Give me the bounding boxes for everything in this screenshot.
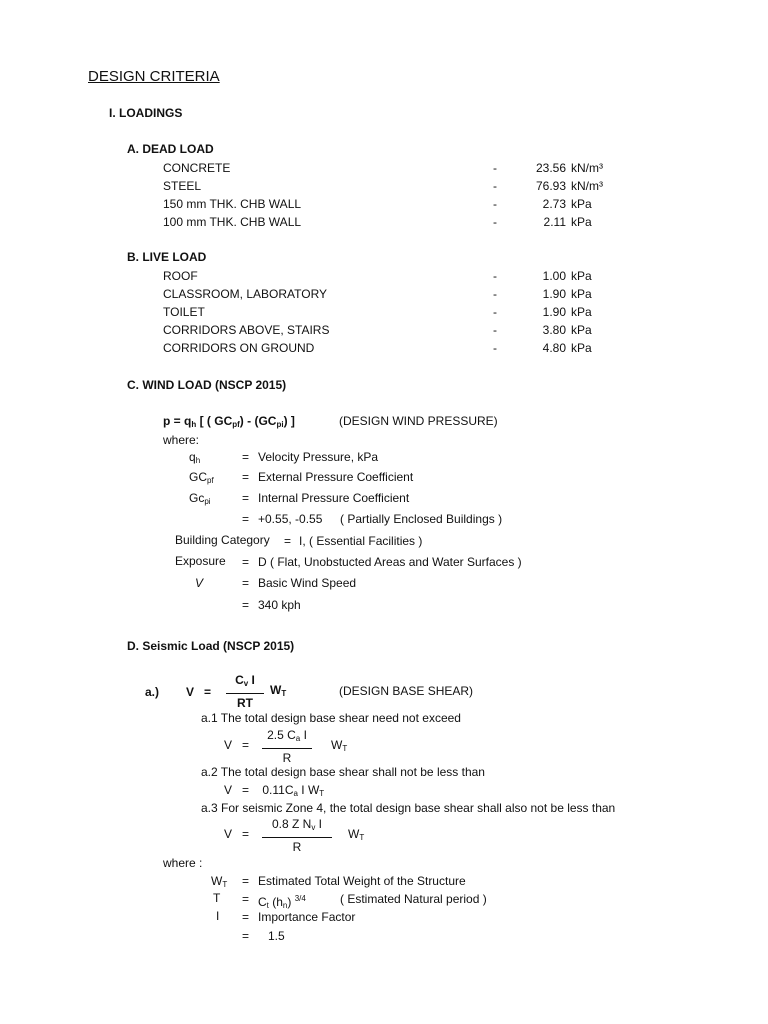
a1-fraction: $\frac{2.5 C_a I}{R}$: [262, 728, 312, 765]
live-load-value: 1.00: [542, 269, 566, 283]
dead-load-heading: A. DEAD LOAD: [127, 142, 214, 156]
building-category-value: I, ( Essential Facilities ): [299, 534, 423, 548]
i-value: 1.5: [268, 929, 285, 943]
equals: =: [242, 929, 250, 943]
dash: -: [493, 323, 497, 337]
a1-formula-lhs: V =: [224, 738, 250, 752]
wind-speed-desc: Basic Wind Speed: [258, 576, 357, 590]
wind-pressure-desc: (DESIGN WIND PRESSURE): [339, 414, 498, 428]
dash: -: [493, 305, 497, 319]
live-load-unit: kPa: [571, 269, 592, 283]
t-formula: $C_t$ $(h_n)$ $^{3/4}$: [258, 894, 306, 910]
dead-load-label: STEEL: [163, 179, 202, 193]
wt-desc: Estimated Total Weight of the Structure: [258, 874, 466, 888]
base-shear-fraction: $\frac{C_v I}{RT}$: [226, 673, 264, 710]
dead-load-label: 150 mm THK. CHB WALL: [163, 197, 302, 211]
equals: =: [242, 450, 250, 464]
live-load-value: 1.90: [542, 287, 566, 301]
page-title: DESIGN CRITERIA: [88, 68, 220, 85]
gcpf-symbol: $GC_{pf}$: [189, 470, 214, 485]
equals: =: [242, 470, 250, 484]
equals: =: [284, 534, 292, 548]
exposure-value: D ( Flat, Unobstucted Areas and Water Surfaces ): [258, 555, 522, 569]
section-loadings-heading: I. LOADINGS: [109, 106, 183, 120]
gcpi-value: +0.55, -0.55: [258, 512, 323, 526]
i-desc: Importance Factor: [258, 910, 356, 924]
wt-symbol: $W_T$: [270, 683, 287, 698]
wt-symbol: $W_T$: [348, 827, 365, 842]
equals: =: [242, 555, 250, 569]
live-load-value: 1.90: [542, 305, 566, 319]
item-a-label: a.): [145, 685, 160, 699]
live-load-label: CORRIDORS ABOVE, STAIRS: [163, 323, 330, 337]
live-load-label: CORRIDORS ON GROUND: [163, 341, 315, 355]
exposure-label: Exposure: [175, 554, 226, 568]
live-load-label: CLASSROOM, LABORATORY: [163, 287, 328, 301]
a3-fraction: $\frac{0.8 Z N_v I}{R}$: [262, 817, 332, 854]
i-symbol: I: [216, 909, 220, 923]
seismic-where-label: where :: [163, 856, 203, 870]
dash: -: [493, 215, 497, 229]
live-load-unit: kPa: [571, 341, 592, 355]
a2-formula: V = $0.11C_a$ I $W_T$: [224, 783, 325, 798]
equals: =: [242, 576, 250, 590]
equals: =: [242, 874, 250, 888]
wind-pressure-formula: $p = q_h$ [ ( $GC_{pf}) - (GC_{pi})$ ]: [163, 414, 295, 429]
base-shear-lhs: V =: [186, 685, 212, 699]
live-load-heading: B. LIVE LOAD: [127, 250, 207, 264]
dead-load-label: 100 mm THK. CHB WALL: [163, 215, 302, 229]
wind-load-heading: C. WIND LOAD (NSCP 2015): [127, 378, 287, 392]
equals: =: [242, 892, 250, 906]
dead-load-label: CONCRETE: [163, 161, 231, 175]
dash: -: [493, 269, 497, 283]
live-load-unit: kPa: [571, 287, 592, 301]
equals: =: [242, 512, 250, 526]
live-load-unit: kPa: [571, 305, 592, 319]
building-category-label: Building Category: [175, 533, 270, 547]
a2-text: a.2 The total design base shear shall not be less than: [201, 765, 485, 779]
a3-text: a.3 For seismic Zone 4, the total design base shear shall also not be less than: [201, 801, 616, 815]
dead-load-value: 2.11: [543, 215, 566, 229]
dead-load-value: 2.73: [542, 197, 566, 211]
equals: =: [242, 910, 250, 924]
live-load-label: TOILET: [163, 305, 205, 319]
wt-symbol: $W_T$: [211, 874, 228, 889]
a1-text: a.1 The total design base shear need not exceed: [201, 711, 461, 725]
seismic-load-heading: D. Seismic Load (NSCP 2015): [127, 639, 295, 653]
live-load-value: 4.80: [542, 341, 566, 355]
qh-desc: Velocity Pressure, kPa: [258, 450, 379, 464]
wind-where-label: where:: [163, 433, 200, 447]
dead-load-unit: kN/m³: [571, 179, 603, 193]
equals: =: [242, 491, 250, 505]
live-load-value: 3.80: [542, 323, 566, 337]
dash: -: [493, 161, 497, 175]
dead-load-value: 76.93: [535, 179, 566, 193]
gcpf-desc: External Pressure Coefficient: [258, 470, 414, 484]
live-load-unit: kPa: [571, 323, 592, 337]
qh-symbol: $q_h$: [189, 450, 201, 465]
dash: -: [493, 287, 497, 301]
t-note: ( Estimated Natural period ): [340, 892, 487, 906]
base-shear-desc: (DESIGN BASE SHEAR): [339, 684, 474, 698]
live-load-label: ROOF: [163, 269, 198, 283]
dead-load-unit: kN/m³: [571, 161, 603, 175]
equals: =: [242, 598, 250, 612]
gcpi-symbol: $Gc_{pi}$: [189, 491, 211, 506]
gcpi-note: ( Partially Enclosed Buildings ): [340, 512, 503, 526]
dead-load-unit: kPa: [571, 215, 592, 229]
wt-symbol: $W_T$: [331, 738, 348, 753]
a3-formula-lhs: V =: [224, 827, 250, 841]
dash: -: [493, 179, 497, 193]
wind-speed-value: 340 kph: [258, 598, 301, 612]
t-symbol: T: [213, 891, 221, 905]
dash: -: [493, 341, 497, 355]
wind-speed-symbol: V: [195, 576, 204, 590]
dead-load-value: 23.56: [535, 161, 566, 175]
dash: -: [493, 197, 497, 211]
gcpi-desc: Internal Pressure Coefficient: [258, 491, 410, 505]
dead-load-unit: kPa: [571, 197, 592, 211]
